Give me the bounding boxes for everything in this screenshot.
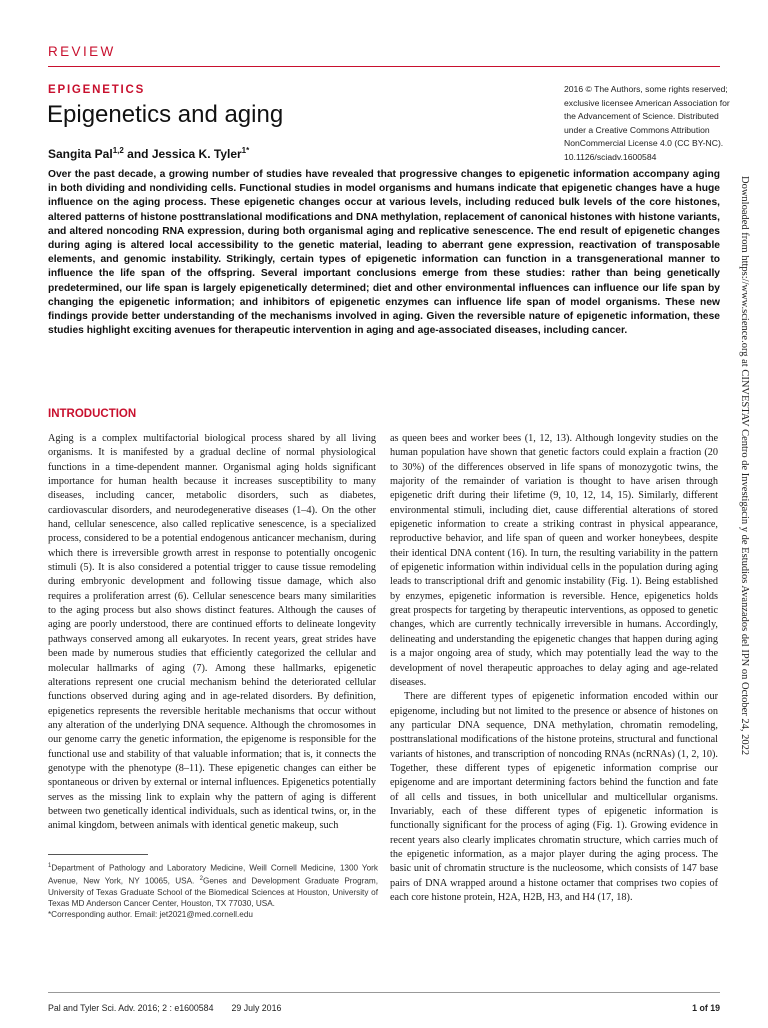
introduction-heading: INTRODUCTION (48, 408, 137, 420)
body-column-right (390, 432, 718, 905)
author-affiliation: 1* (241, 146, 250, 155)
body-paragraph: as queen bees and worker bees (1, 12, 13). Although longevity studies on the human population have shown that genetic factors could explain a fraction (20 to 30%) of the differences observed in life spans of monozygotic twins, the majority of the remainder of variation is thought to have arisen through epigenetic drift during their lifetime (9, 10, 12, 14, 15). Similarly, different environmental stimuli, including diet, cause differential alterations of stored epigenetic information to create a striking contrast in physical appearance, reproductive behavior, and life span of queen and worker honeybees, despite their identical DNA content (16). In turn, the resulting variability in the pattern of epigenetic information within individual cells in the population during aging leads to transcriptional drift and genomic instability (Fig. 1). Being established by enzymes, epigenetic information is reversible. Hence, epigenetics holds great prospects for targeting by therapeutic interventions, as opposed to genetic changes, which are currently technically irreversible in humans. Accordingly, delineating and understanding the epigenetic changes that happen during aging is a major ongoing area of study, which may potentially lead the way to the development of novel therapeutic approaches to delay aging and age-related diseases. (390, 433, 718, 688)
author-affiliation: 1,2 (112, 146, 124, 155)
license-statement: 2016 © The Authors, some rights reserved; exclusive licensee American Association for the Advancement of Science. Distributed under a Creative Commons Attribution NonCommercial License 4.0 (CC BY-NC). 10.1126/sciadv.1600584 (564, 84, 730, 162)
footnote-rule (48, 854, 148, 855)
footnote-text: Department of Pathology and Laboratory Medicine, Weill Cornell Medicine, 1300 York Avenue, New York, NY 10065, USA. (48, 863, 380, 886)
author-name: Jessica K. Tyler (151, 147, 242, 161)
header-rule (48, 66, 720, 67)
author-list (48, 146, 249, 161)
footnote-corresponding-author: *Corresponding author. Email: jet2021@med.cornell.edu (48, 910, 253, 920)
footnote-mark: 2 (199, 875, 203, 882)
page-number: 1 of 19 (692, 1003, 720, 1013)
download-watermark (726, 176, 750, 1028)
article-title: Epigenetics and aging (47, 101, 284, 128)
footnote-affiliations (48, 861, 378, 909)
publication-date: 29 July 2016 (231, 1003, 282, 1013)
body-paragraph: Aging is a complex multifactorial biological process shared by all living organisms. It is manifested by a gradual decline of normal physiological functions in a time-dependent manner. Organismal aging holds significant importance for human health because it increases susceptibility to many diseases, including cancer, metabolic disorders, such as diabetes, cardiovascular disorders, and neurodegenerative diseases (1–4). On the other hand, cellular senescence, also called replicative senescence, is a specialized process, considered to be a potential endogenous anticancer mechanism, during which there is irreversible growth arrest in response to potentially oncogenic stimuli (5). It is also considered a potential trigger to cause tissue remodeling during embryonic development and following tissue damage, which also requires a proliferation arrest (6). Cellular senescence bears many similarities to the aging process but also shows distinct features. Although the causes of aging are poorly understood, there are continued efforts to delineate longevity pathways conserved among all eukaryotes. In recent years, great strides have been made by numerous studies that efficiently categorized the cellular and molecular hallmarks of aging (7). Among these hallmarks, epigenetic alterations represent one crucial mechanism behind the deteriorated cellular functions observed during aging and in age-related disorders. By definition, epigenetics represents the reversible heritable mechanisms that occur without any alteration of the underlying DNA sequence. Although the chromosomes in our genome carry the genetic information, the epigenome is responsible for the functional use and stability of that valuable information; that is, it connects the genotype with the phenotype (8–11). These epigenetic changes can either be spontaneous or driven by external or internal influences. Epigenetics potentially serves as the missing link to explain why the pattern of aging is different between two genetically identical individuals, such as identical twins, or, in the animal kingdom, between animals with identical genetic makeup, such (48, 433, 376, 832)
author-name: Sangita Pal (48, 147, 113, 161)
footnotes (48, 861, 378, 920)
body-paragraph: There are different types of epigenetic information encoded within our epigenome, including but not limited to the presence or absence of histones on any particular DNA sequence, DNA methylation, chromatin remodeling, posttranslational modifications of the histone proteins, structural and functional variants of histones, and transcription of noncoding RNAs (ncRNAs) (1, 2, 10). Together, these different types of epigenetic information comprise our epigenome and are important determining factors behind the function and fate of all cells and tissues, in both unicellular and multicellular organisms. Invariably, each of these different types of epigenetic information is functionally significant for the process of aging (Fig. 1). Growing evidence in recent years also clearly implicates chromatin structure, which carries much of the epigenetic information, as a major player during the aging process. The basic unit of chromatin structure is the nucleosome, which consists of 147 base pairs of DNA wrapped around a histone octamer that comprises two copies of each core histone protein, H2A, H2B, H3, and H4 (17, 18). (390, 691, 718, 903)
body-column-left (48, 432, 376, 834)
footnote-mark: 1 (48, 863, 52, 869)
abstract: Over the past decade, a growing number of studies have revealed that progressive changes to epigenetic information accompany aging in both dividing and nondividing cells. Functional studies in model organisms and humans indicate that epigenetic changes have a huge influence on the aging process. These epigenetic changes occur at various levels, including reduced bulk levels of the core histones, altered patterns of histone posttranslational modifications and DNA methylation, replacement of canonical histones with histone variants, and altered noncoding RNA expression, during both organismal aging and replicative senescence. The end result of epigenetic changes during aging is altered local accessibility to the genetic material, leading to aberrant gene expression, reactivation of transposable elements, and genomic instability. Strikingly, certain types of epigenetic information can function in a transgenerational manner to influence the life span of the offspring. Several important conclusions emerge from these studies: rather than being genetically predetermined, our life span is largely epigenetically determined; diet and other environmental influences can influence our life span by changing the epigenetic information; and inhibitors of epigenetic enzymes can influence life span of model organisms. These new findings provide better understanding of the mechanisms involved in aging. Given the reversible nature of epigenetic information, these studies highlight exciting avenues for therapeutic intervention in aging and age-associated diseases, including cancer. (48, 169, 720, 337)
author-joiner: and (123, 147, 152, 161)
section-label: EPIGENETICS (48, 84, 146, 96)
citation-text: Pal and Tyler Sci. Adv. 2016; 2 : e1600584 (48, 1003, 214, 1013)
article-type-label: REVIEW (48, 44, 116, 59)
download-watermark-text: Downloaded from https://www.science.org at CINVESTAV Centro de Investigacin y de Estudios Avanzados del IPN on October 24, 2022 (739, 176, 750, 756)
footer-citation (48, 1003, 281, 1013)
footer-rule (48, 992, 720, 993)
footnote-text: Genes and Development Graduate Program, University of Texas Graduate School of the Biomedical Sciences at Houston, University of Texas MD Anderson Cancer Center, Houston, TX 77030, USA. (48, 876, 378, 909)
